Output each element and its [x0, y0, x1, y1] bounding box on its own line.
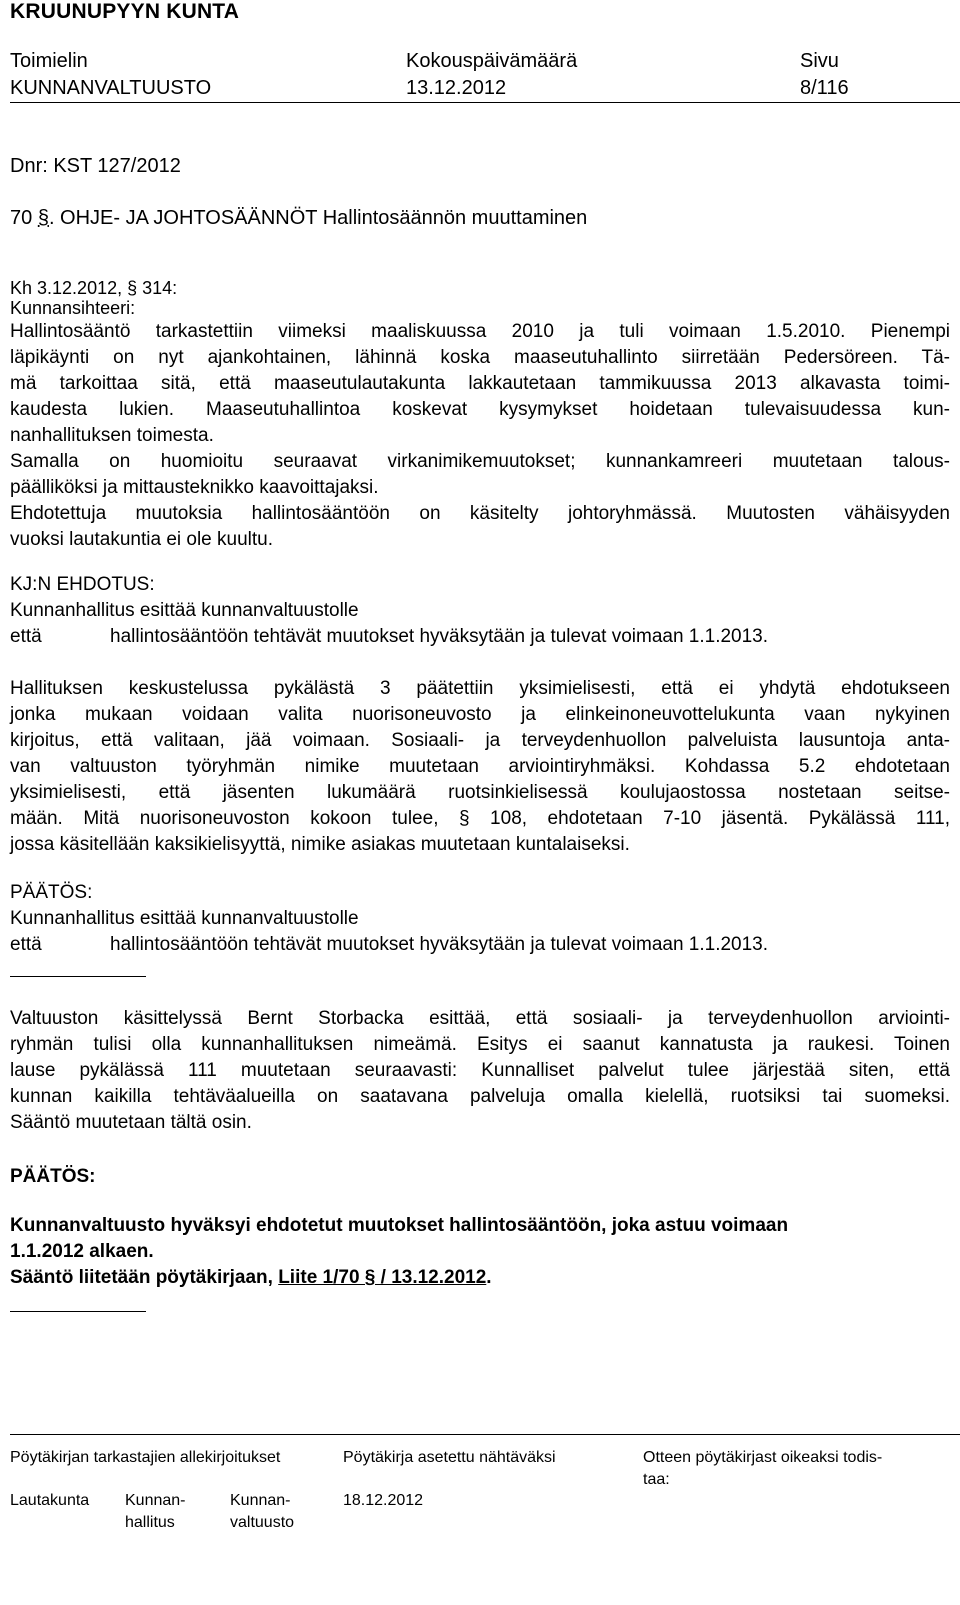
kh-body-line: nanhallituksen toimesta.	[10, 425, 214, 446]
header-body-value: KUNNANVALTUUSTO	[10, 77, 212, 99]
footer-signatures-title: Pöytäkirjan tarkastajien allekirjoitukset	[10, 1449, 281, 1466]
council-line: lause pykälässä 111 muutetaan seuraavasti: Kunnalliset palvelut tulee järjestää siten, että	[10, 1060, 950, 1081]
kh-body-line: läpikäynti on nyt ajankohtainen, lähinnä koska maaseutuhallinto siirretään Pedersöreen. Tä-	[10, 347, 950, 368]
council-line: Sääntö muutetaan tältä osin.	[10, 1112, 252, 1133]
footer-certified-line: taa:	[643, 1471, 670, 1488]
header-date-label: Kokouspäivämäärä	[406, 50, 578, 72]
discussion-body	[10, 676, 950, 858]
kh-body-line: päälliköksi ja mittausteknikko kaavoittajaksi.	[10, 477, 379, 498]
kh-body-line: kaudesta lukien. Maaseutuhallintoa koskevat kysymykset hoidetaan tulevaisuudessa kun-	[10, 399, 950, 420]
proposal-line: Kunnanhallitus esittää kunnanvaltuustolle	[10, 600, 359, 621]
council-line: ryhmän tulisi olla kunnanhallituksen nimeämä. Esitys ei saanut kannatusta ja raukesi. Toinen	[10, 1034, 950, 1055]
kh-decision-line: Kunnanhallitus esittää kunnanvaltuustolle	[10, 908, 359, 929]
discussion-line: yksimielisesti, että jäsenten lukumäärä ruotsinkielisessä koulujaostossa nostetaan seitse-	[10, 782, 950, 803]
council-line: kunnan kaikilla tehtäväalueilla on saatavana palveluja omalla kielellä, ruotsiksi tai suomeksi.	[10, 1086, 950, 1107]
footer-government-line: Kunnan-	[125, 1492, 186, 1509]
footer-certified-line: Otteen pöytäkirjast oikeaksi todis-	[643, 1449, 883, 1466]
discussion-line: jonka mukaan voidaan valita nuorisoneuvosto ja elinkeinoneuvottelukunta vaan nykyinen	[10, 704, 950, 725]
kh-preparer: Kunnansihteeri:	[10, 298, 136, 318]
footer-council-line: Kunnan-	[230, 1492, 291, 1509]
footer-certified-title	[643, 1447, 882, 1491]
footer-posted-date: 18.12.2012	[343, 1492, 424, 1509]
proposal-text: hallintosääntöön tehtävät muutokset hyväksytään ja tulevat voimaan 1.1.2013.	[110, 626, 769, 647]
header-divider	[10, 102, 960, 103]
council-decision	[10, 1213, 950, 1291]
header-body-label: Toimielin	[10, 50, 88, 72]
attachment-line	[10, 1265, 950, 1291]
footer-government-label	[125, 1490, 186, 1534]
section-separator	[10, 976, 146, 977]
attachment-suffix: .	[486, 1267, 492, 1288]
footer-council-label	[230, 1490, 294, 1534]
header-date-value: 13.12.2012	[406, 77, 507, 99]
kh-body-line: Ehdotettuja muutoksia hallintosääntöön on käsitelty johtoryhmässä. Muutosten vähäisyyden	[10, 503, 950, 524]
discussion-line: kirjoitus, että valitaan, jää voimaan. Sosiaali- ja terveydenhuollon palveluista lausuntoja anta-	[10, 730, 950, 751]
kh-body-line: Samalla on huomioitu seuraavat virkanimikemuutokset; kunnankamreeri muutetaan talous-	[10, 451, 950, 472]
footer-divider	[10, 1434, 960, 1435]
discussion-line: jossa käsitellään kaksikielisyyttä, nimike asiakas muutetaan kuntalaiseksi.	[10, 834, 630, 855]
kh-decision-label: PÄÄTÖS:	[10, 882, 93, 903]
attachment-link[interactable]: Liite 1/70 § / 13.12.2012	[278, 1267, 487, 1288]
proposal-label: KJ:N EHDOTUS:	[10, 574, 155, 595]
kh-decision-text: hallintosääntöön tehtävät muutokset hyväksytään ja tulevat voimaan 1.1.2013.	[110, 934, 769, 955]
section-sign: §	[37, 207, 49, 229]
item-title	[10, 207, 587, 230]
council-line: Valtuuston käsittelyssä Bernt Storbacka esittää, että sosiaali- ja terveydenhuollon arviointi-	[10, 1008, 950, 1029]
kh-body-line: vuoksi lautakuntia ei ole kuultu.	[10, 529, 273, 550]
dnr-reference: Dnr: KST 127/2012	[10, 155, 181, 177]
council-decision-line: Kunnanvaltuusto hyväksyi ehdotetut muutokset hallintosääntöön, joka astuu voimaan	[10, 1215, 789, 1236]
organization-name: KRUUNUPYYN KUNTA	[10, 0, 240, 23]
kh-body	[10, 319, 950, 553]
header-page-value: 8/116	[800, 77, 849, 99]
end-separator	[10, 1311, 146, 1312]
header-page-label: Sivu	[800, 50, 839, 72]
council-body	[10, 1006, 950, 1136]
discussion-line: van valtuuston työryhmän nimike muutetaan arviointiryhmäksi. Kohdassa 5.2 ehdotetaan	[10, 756, 950, 777]
footer-board-label: Lautakunta	[10, 1492, 90, 1509]
kh-decision-that: että	[10, 934, 42, 955]
kh-body-line: Hallintosääntö tarkastettiin viimeksi maaliskuussa 2010 ja tuli voimaan 1.5.2010. Pienempi	[10, 321, 950, 342]
council-decision-line: 1.1.2012 alkaen.	[10, 1241, 154, 1262]
footer-government-line: hallitus	[125, 1514, 175, 1531]
discussion-line: mään. Mitä nuorisoneuvoston kokoon tulee, § 108, ehdotetaan 7-10 jäsentä. Pykälässä 111,	[10, 808, 950, 829]
attachment-prefix: Sääntö liitetään pöytäkirjaan,	[10, 1267, 279, 1288]
kh-body-line: mä tarkoittaa sitä, että maaseutulautakunta lakkautetaan tammikuussa 2013 alkavasta toimi-	[10, 373, 950, 394]
footer-council-line: valtuusto	[230, 1514, 295, 1531]
council-decision-label: PÄÄTÖS:	[10, 1166, 96, 1187]
footer-posted-title: Pöytäkirja asetettu nähtäväksi	[343, 1449, 556, 1466]
proposal-that: että	[10, 626, 42, 647]
kh-reference: Kh 3.12.2012, § 314:	[10, 278, 178, 298]
discussion-line: Hallituksen keskustelussa pykälästä 3 päätettiin yksimielisesti, että ei yhdytä ehdotukseen	[10, 678, 950, 699]
item-title-text: . OHJE- JA JOHTOSÄÄNNÖT Hallintosäännön muuttaminen	[48, 207, 588, 229]
item-number: 70	[10, 207, 33, 229]
